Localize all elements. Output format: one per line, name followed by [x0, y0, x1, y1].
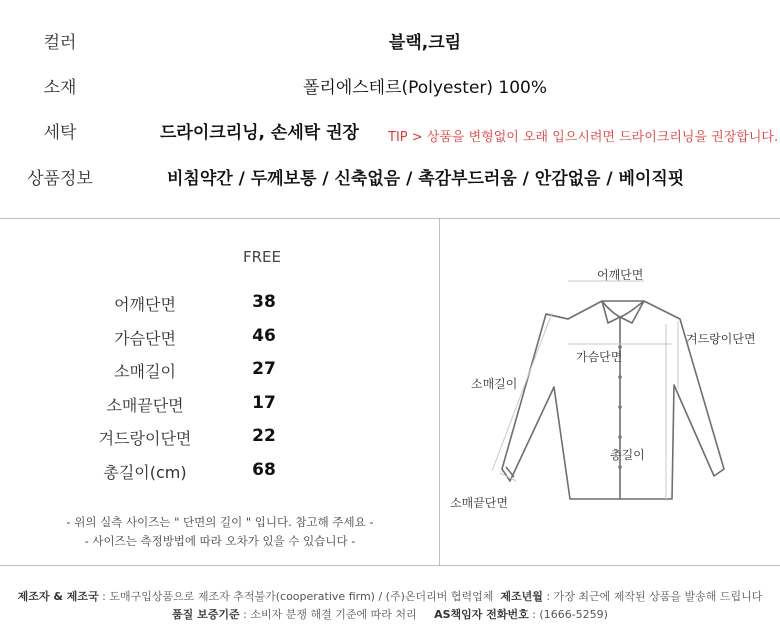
diagram-label-sleeve: 소매길이: [471, 377, 518, 391]
size-row: [60, 460, 320, 490]
size-row: [60, 359, 320, 389]
info-value: 폴리에스테르(Polyester) 100%: [302, 78, 548, 98]
size-value: 38: [252, 292, 276, 312]
wash-tip: TIP > 상품을 변형없이 오래 입으시려면 드라이크리닝을 권장합니다.: [388, 130, 779, 145]
size-row: [60, 426, 320, 456]
footer-as-label: AS책임자 전화번호: [434, 608, 529, 621]
size-column-header: FREE: [242, 248, 281, 266]
size-value: 68: [252, 460, 276, 480]
footer-quality-label: 품질 보증기준: [172, 608, 240, 621]
size-name: 총길이(cm): [103, 463, 187, 482]
diagram-label-shoulder: 어깨단면: [597, 268, 644, 282]
size-row: [60, 393, 320, 423]
info-value: 블랙,크림: [388, 33, 462, 53]
diagram-label-total: 총길이: [610, 448, 645, 462]
diagram-label-armpit: 겨드랑이단면: [686, 332, 756, 346]
size-value: 17: [252, 393, 276, 413]
size-name: 어깨단면: [114, 295, 176, 314]
size-name: 겨드랑이단면: [98, 429, 192, 448]
size-name: 소매끝단면: [106, 396, 184, 415]
info-value: 비침약간 / 두께보통 / 신축없음 / 촉감부드러움 / 안감없음 / 베이직핏: [167, 169, 685, 189]
diagram-label-chest: 가슴단면: [576, 350, 623, 364]
info-row-wash: [0, 118, 780, 158]
footer-maker-label: 제조자 & 제조국: [17, 590, 99, 603]
info-label: 소재: [43, 78, 77, 98]
footer-date-value: : 가장 최근에 제작된 상품을 발송해 드립니다: [542, 590, 763, 603]
diagram-label-cuff: 소매끝단면: [450, 496, 508, 510]
size-name: 가슴단면: [114, 329, 176, 348]
size-row: [60, 326, 320, 356]
size-value: 46: [252, 326, 276, 346]
info-row-details: [0, 164, 780, 204]
info-label: 세탁: [43, 123, 77, 143]
divider-bottom: [0, 565, 780, 566]
footer-maker-value: : 도매구입상품으로 제조자 추적불가(cooperative firm) / (주)온더리버 협력업체: [98, 590, 494, 603]
product-info: [0, 0, 780, 218]
info-label: 컬러: [43, 33, 77, 53]
info-label: 상품정보: [27, 169, 93, 189]
size-row: [60, 292, 320, 322]
shirt-sleeve-left: [506, 314, 568, 477]
info-value: 드라이크리닝, 손세탁 권장: [160, 123, 359, 143]
footer-quality-value: : 소비자 분쟁 해결 기준에 따라 처리: [239, 608, 417, 621]
info-row-material: [0, 73, 780, 113]
size-note: - 위의 실측 사이즈는 " 단면의 길이 " 입니다. 참고해 주세요 -: [66, 515, 374, 529]
shirt-collar: [602, 301, 644, 323]
footer-line-2: [0, 606, 780, 622]
size-note: - 사이즈는 측정방법에 따라 오차가 있을 수 있습니다 -: [84, 534, 356, 548]
info-row-color: [0, 28, 780, 68]
size-value: 22: [252, 426, 276, 446]
size-value: 27: [252, 359, 276, 379]
sleeve-length-line: [492, 313, 552, 471]
footer-date-label: 제조년월: [500, 590, 543, 603]
footer-line-1: [0, 588, 780, 604]
size-name: 소매길이: [114, 362, 176, 381]
footer-as-value: : (1666-5259): [528, 608, 608, 621]
